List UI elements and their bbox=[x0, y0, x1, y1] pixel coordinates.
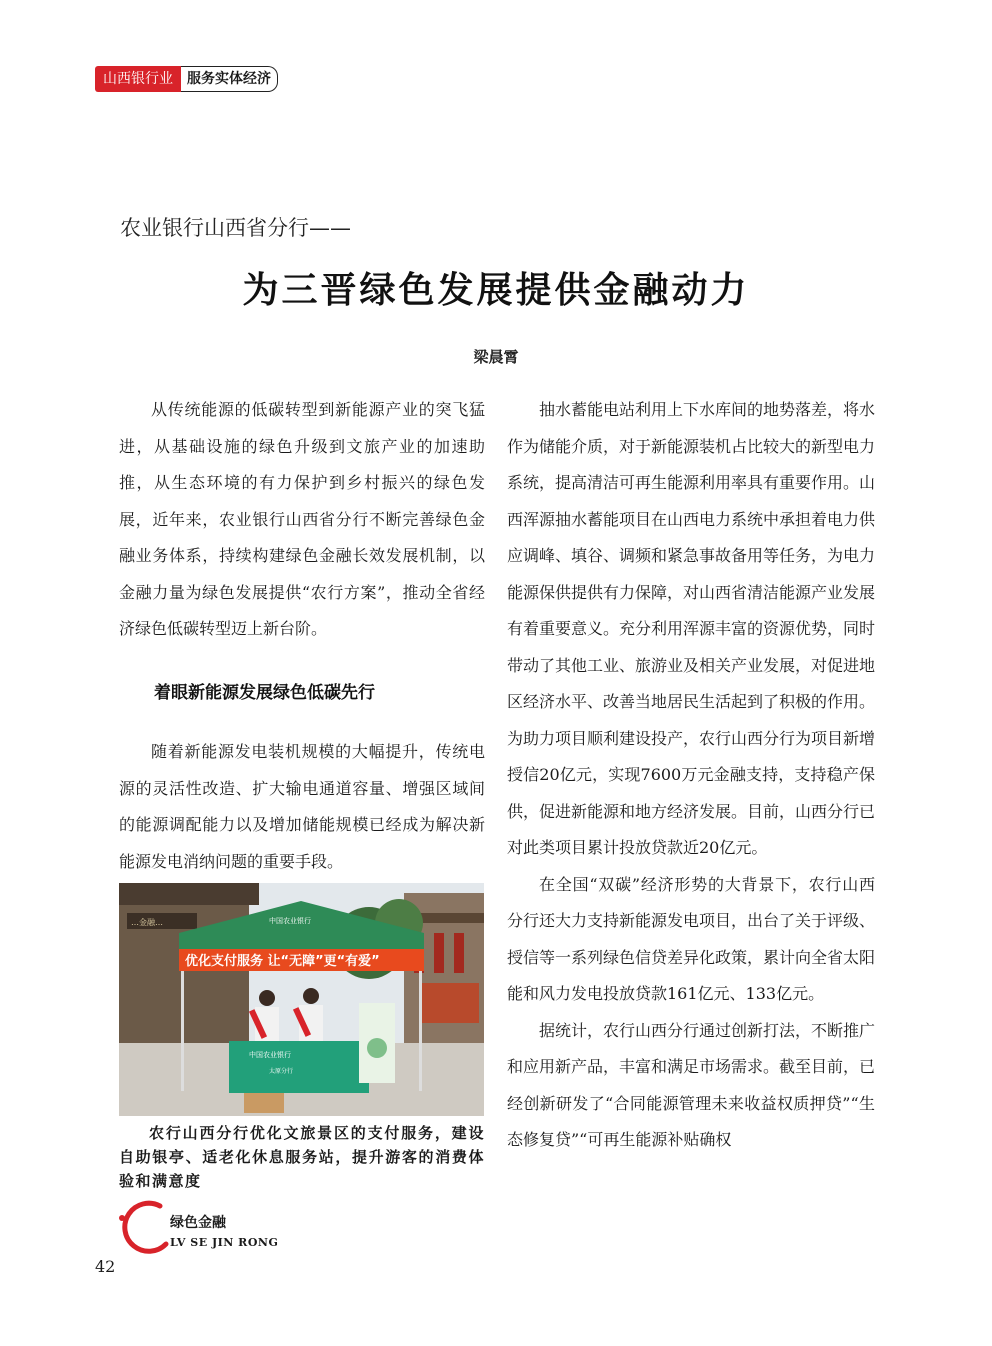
photo-caption: 农行山西分行优化文旅景区的支付服务，建设自助银亭、适老化休息服务站，提升游客的消费体验和满意度 bbox=[119, 1124, 485, 1190]
photo-plaque-text: …金融… bbox=[131, 918, 163, 927]
page-number: 42 bbox=[95, 1257, 116, 1276]
right-column bbox=[507, 392, 875, 1159]
left-column-intro bbox=[119, 392, 485, 648]
article-kicker: 农业银行山西省分行—— bbox=[120, 216, 351, 240]
right-paragraph-3: 据统计，农行山西分行通过创新打法，不断推广和应用新产品，丰富和满足市场需求。截至目前，已经创新研发了“合同能源管理未来收益权质押贷”“生态修复贷”“可再生能源补贴确权 bbox=[507, 1020, 876, 1149]
article-photo bbox=[119, 883, 484, 1116]
section-label: 山西银行业 bbox=[95, 66, 181, 92]
left-column-body bbox=[119, 734, 485, 880]
photo-branch-text: 太原分行 bbox=[269, 1068, 294, 1075]
intro-paragraph: 从传统能源的低碳转型到新能源产业的突飞猛进，从基础设施的绿色升级到文旅产业的加速助推，从生态环境的有力保护到乡村振兴的绿色发展，近年来，农业银行山西省分行不断完善绿色金融业务体系，持续构建绿色金融长效发展机制，以金融力量为绿色发展提供“农行方案”，推动全省经济绿色低碳转型迈上新台阶。 bbox=[119, 400, 485, 638]
photo-table-text: 中国农业银行 bbox=[249, 1051, 291, 1059]
photo-illustration bbox=[119, 883, 484, 1116]
section-subheading: 着眼新能源发展绿色低碳先行 bbox=[154, 683, 375, 703]
right-paragraph-2: 在全国“双碳”经济形势的大背景下，农行山西分行还大力支持新能源发电项目，出台了关于评级、授信等一系列绿色信贷差异化政策，累计向全省太阳能和风力发电投放贷款161亿元、133亿元。 bbox=[507, 874, 876, 1003]
right-paragraph-1: 抽水蓄能电站利用上下水库间的地势落差，将水作为储能介质，对于新能源装机占比较大的新型电力系统，提高清洁可再生能源利用率具有重要作用。山西浑源抽水蓄能项目在山西电力系统中承担着电力供应调峰、填谷、调频和紧急事故备用等任务，为电力能源保供提供有力保障，对山西省清洁能源产业发展有着重要意义。充分利用浑源丰富的资源优势，同时带动了其他工业、旅游业及相关产业发展，对促进地区经济水平、改善当地居民生活起到了积极的作用。为助力项目顺利建设投产，农行山西分行为项目新增授信20亿元，实现7600万元金融支持，支持稳产保供，促进新能源和地方经济发展。目前，山西分行已对此类项目累计投放贷款近20亿元。 bbox=[507, 400, 876, 857]
photo-banner-text: 优化支付服务 让“无障”更“有爱” bbox=[185, 954, 380, 969]
column-label: 服务实体经济 bbox=[181, 66, 278, 92]
footer-logo-icon bbox=[118, 1198, 178, 1258]
footer-section-subtitle: LV SE JIN RONG bbox=[170, 1236, 279, 1249]
article-author: 梁晨霄 bbox=[473, 348, 519, 366]
section-header-tag bbox=[95, 66, 278, 92]
body-paragraph: 随着新能源发电装机规模的大幅提升，传统电源的灵活性改造、扩大输电通道容量、增强区域间的能源调配能力以及增加储能规模已经成为解决新能源发电消纳问题的重要手段。 bbox=[119, 742, 485, 871]
article-title: 为三晋绿色发展提供金融动力 bbox=[242, 269, 750, 311]
photo-bank-name: 中国农业银行 bbox=[269, 917, 311, 925]
footer-section-title: 绿色金融 bbox=[170, 1215, 226, 1231]
